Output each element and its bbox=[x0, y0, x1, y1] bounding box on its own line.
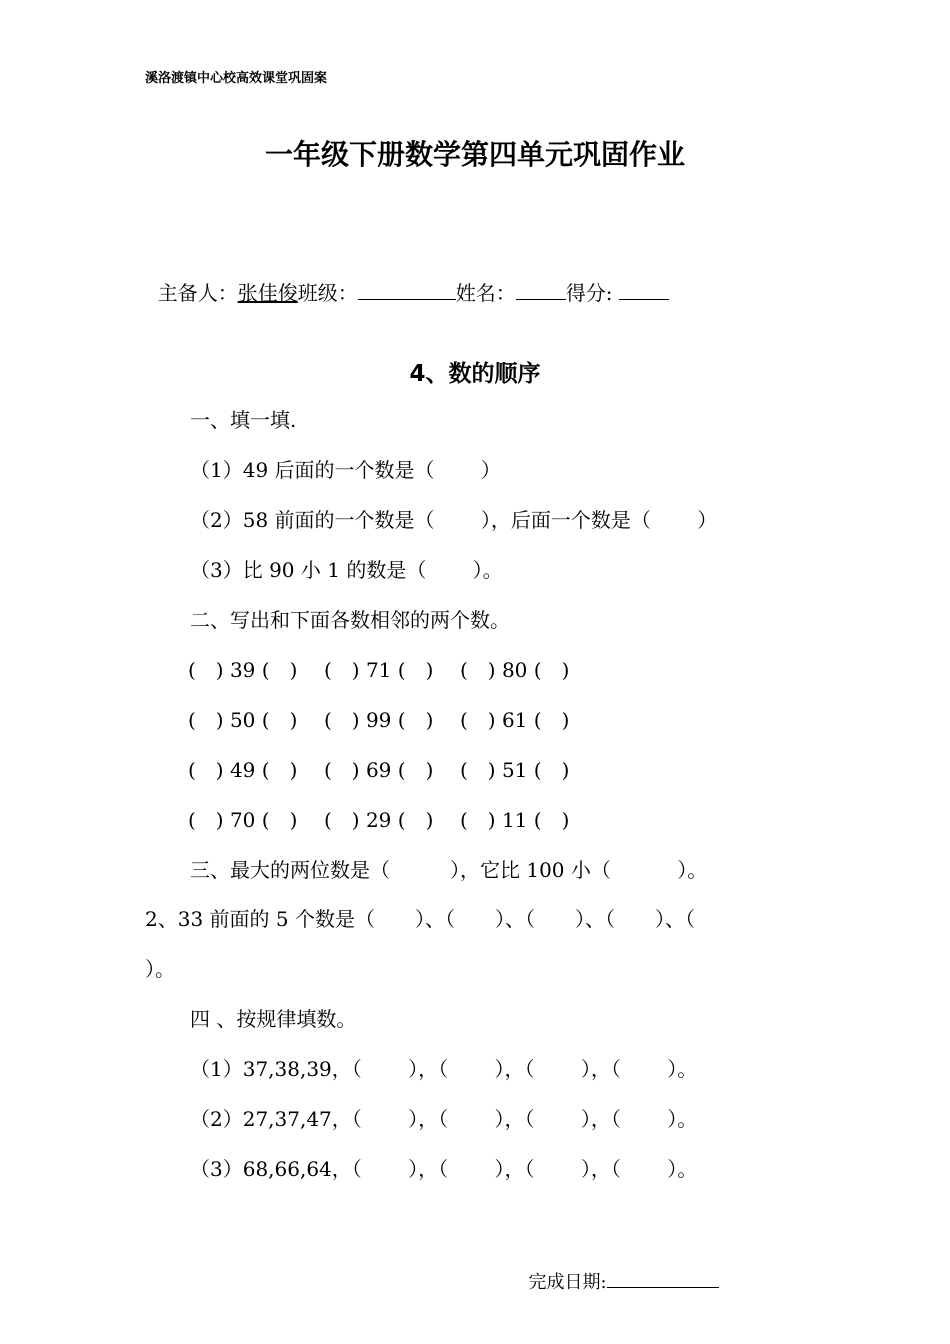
part1-heading: 一、填一填. bbox=[190, 408, 297, 432]
neighbor-item: ( ) 80 ( ) bbox=[460, 658, 570, 682]
part4-question-2: （2）27,37,47，（ ），（ ），（ ），（ ）。 bbox=[190, 1107, 698, 1131]
neighbor-item: ( ) 71 ( ) bbox=[324, 658, 434, 682]
part1-question-3: （3）比 90 小 1 的数是（ ）。 bbox=[190, 558, 503, 582]
name-label: 姓名： bbox=[455, 281, 516, 305]
section-title: 4、数的顺序 bbox=[409, 361, 541, 387]
neighbor-item: ( ) 29 ( ) bbox=[324, 808, 434, 832]
neighbor-item: ( ) 70 ( ) bbox=[188, 808, 298, 832]
class-label: 班级： bbox=[297, 281, 358, 305]
preparer-name: 张佳俊 bbox=[237, 281, 298, 305]
name-field[interactable] bbox=[516, 281, 566, 300]
neighbor-item: ( ) 11 ( ) bbox=[460, 808, 570, 832]
header-note: 溪洛渡镇中心校高效课堂巩固案 bbox=[145, 71, 328, 86]
neighbor-item: ( ) 51 ( ) bbox=[460, 758, 570, 782]
neighbor-item: ( ) 61 ( ) bbox=[460, 708, 570, 732]
part1-question-2: （2）58 前面的一个数是（ ），后面一个数是（ ） bbox=[190, 508, 718, 532]
score-label: 得分: bbox=[565, 281, 613, 305]
neighbor-item: ( ) 50 ( ) bbox=[188, 708, 298, 732]
date-label: 完成日期: bbox=[528, 1272, 607, 1293]
neighbor-item: ( ) 69 ( ) bbox=[324, 758, 434, 782]
part1-question-1: （1）49 后面的一个数是（ ） bbox=[190, 458, 501, 482]
part2-heading: 二、写出和下面各数相邻的两个数。 bbox=[190, 608, 510, 632]
score-field[interactable] bbox=[619, 281, 669, 300]
date-field[interactable] bbox=[607, 1271, 719, 1288]
part3-line-2: 2、33 前面的 5 个数是（ ）、（ ）、（ ）、（ ）、（ bbox=[145, 907, 695, 931]
info-line bbox=[145, 254, 669, 306]
part3-line-3: ）。 bbox=[145, 957, 175, 981]
part4-question-1: （1）37,38,39，（ ），（ ），（ ），（ ）。 bbox=[190, 1057, 698, 1081]
completion-date bbox=[517, 1244, 719, 1296]
part3-line-1: 三、最大的两位数是（ ），它比 100 小（ ）。 bbox=[190, 858, 708, 882]
class-field[interactable] bbox=[358, 281, 456, 300]
neighbor-item: ( ) 39 ( ) bbox=[188, 658, 298, 682]
neighbor-item: ( ) 49 ( ) bbox=[188, 758, 298, 782]
preparer-label: 主备人： bbox=[157, 281, 238, 305]
part4-question-3: （3）68,66,64，（ ），（ ），（ ），（ ）。 bbox=[190, 1157, 698, 1181]
neighbor-item: ( ) 99 ( ) bbox=[324, 708, 434, 732]
part4-heading: 四 、按规律填数。 bbox=[190, 1007, 357, 1031]
page-title: 一年级下册数学第四单元巩固作业 bbox=[264, 138, 685, 171]
